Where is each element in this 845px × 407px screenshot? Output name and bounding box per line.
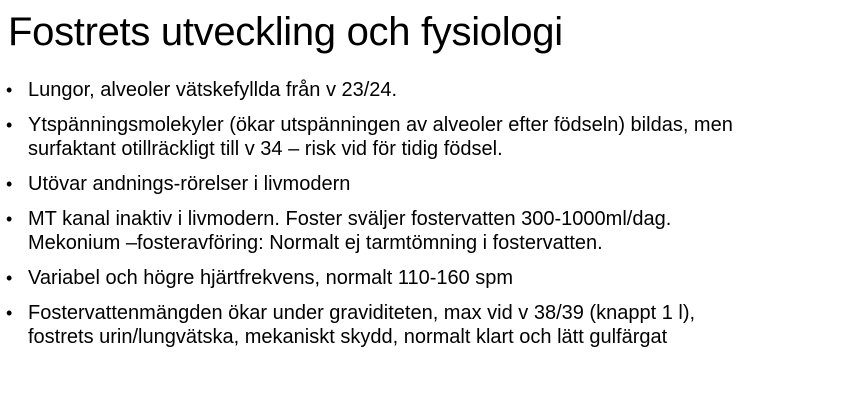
bullet-text-line: Ytspänningsmolekyler (ökar utspänningen av alveoler efter födseln) bildas, men: [28, 114, 733, 136]
bullet-icon: •: [6, 303, 13, 323]
bullet-icon: •: [6, 174, 13, 194]
bullet-list: [6, 78, 836, 360]
bullet-icon: •: [6, 115, 13, 135]
bullet-icon: •: [6, 80, 13, 100]
bullet-text-line: surfaktant otillräckligt till v 34 – risk vid för tidig födsel.: [28, 138, 503, 160]
bullet-icon: •: [6, 268, 13, 288]
bullet-icon: •: [6, 209, 13, 229]
bullet-item-gi-tract: [6, 207, 836, 255]
bullet-text-line: Utövar andnings-rörelser i livmodern: [28, 173, 351, 195]
bullet-item-breathing: [6, 172, 836, 196]
slide-title: Fostrets utveckling och fysiologi: [8, 10, 563, 54]
bullet-item-amniotic-fluid: [6, 301, 836, 349]
bullet-item-lungs: [6, 78, 836, 102]
bullet-text-line: fostrets urin/lungvätska, mekaniskt skydd, normalt klart och lätt gulfärgat: [28, 326, 668, 348]
bullet-text-line: Variabel och högre hjärtfrekvens, normalt 110-160 spm: [28, 267, 514, 289]
bullet-text-line: MT kanal inaktiv i livmodern. Foster sväljer fostervatten 300-1000ml/dag.: [28, 208, 672, 230]
bullet-text-line: Lungor, alveoler vätskefyllda från v 23/24.: [28, 79, 398, 101]
bullet-text-line: Fostervattenmängden ökar under graviditeten, max vid v 38/39 (knappt 1 l),: [28, 302, 696, 324]
bullet-text-line: Mekonium –fosteravföring: Normalt ej tarmtömning i fostervatten.: [28, 232, 603, 254]
bullet-item-heart-rate: [6, 266, 836, 290]
bullet-item-surfactant: [6, 113, 836, 161]
